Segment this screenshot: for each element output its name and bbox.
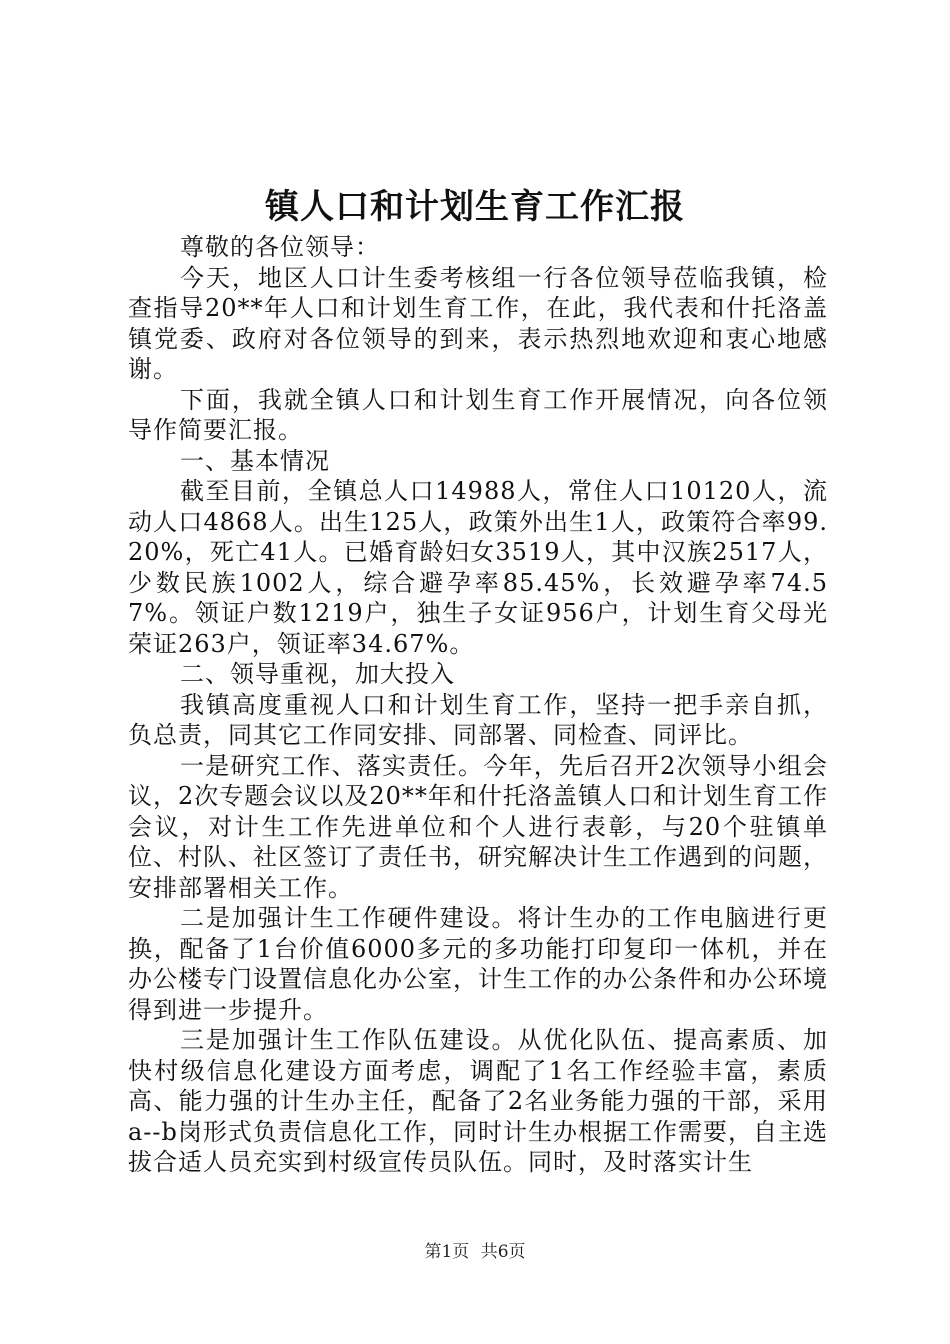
intro-paragraph: 今天，地区人口计生委考核组一行各位领导莅临我镇，检查指导20**年人口和计划生育工作，在此，我代表和什托洛盖镇党委、政府对各位领导的到来，表示热烈地欢迎和衷心地感谢。 <box>128 263 828 383</box>
section-heading-leadership: 二、领导重视，加大投入 <box>180 660 455 688</box>
document-body <box>128 232 828 1178</box>
document-title: 镇人口和计划生育工作汇报 <box>265 187 685 227</box>
page-footer <box>0 1240 950 1264</box>
page-number-current: 第1页 <box>424 1242 470 1262</box>
section-heading-basic: 一、基本情况 <box>180 446 330 475</box>
page-number-total: 共6页 <box>480 1242 526 1262</box>
research-paragraph: 一是研究工作、落实责任。今年，先后召开2次领导小组会议，2次专题会议以及20**年和什托洛盖镇人口和计划生育工作会议，对计生工作先进单位和个人进行表彰，与20个驻镇单位、村队、社区签订了责任书，研究解决计生工作遇到的问题，安排部署相关工作。 <box>128 751 828 902</box>
hardware-paragraph: 二是加强计生工作硬件建设。将计生办的工作电脑进行更换，配备了1台价值6000多元的多功能打印复印一体机，并在办公楼专门设置信息化办公室，计生工作的办公条件和办公环境得到进一步提升。 <box>128 904 828 1024</box>
summary-paragraph: 下面，我就全镇人口和计划生育工作开展情况，向各位领导作简要汇报。 <box>128 385 828 444</box>
statistics-paragraph: 截至目前，全镇总人口14988人，常住人口10120人，流动人口4868人。出生125人，政策外出生1人，政策符合率99.20%，死亡41人。已婚育龄妇女3519人，其中汉族2517人，少数民族1002人，综合避孕率85.45%，长效避孕率74.57%。领证户数1219户，独生子女证956户，计划生育父母光荣证263户，领证率34.67%。 <box>128 477 828 658</box>
salutation-paragraph: 尊敬的各位领导： <box>180 233 380 261</box>
leadership-paragraph: 我镇高度重视人口和计划生育工作，坚持一把手亲自抓，负总责，同其它工作同安排、同部署、同检查、同评比。 <box>128 690 828 749</box>
team-paragraph: 三是加强计生工作队伍建设。从优化队伍、提高素质、加快村级信息化建设方面考虑，调配了1名工作经验丰富，素质高、能力强的计生办主任，配备了2名业务能力强的干部，采用a--b岗形式负责信息化工作，同时计生办根据工作需要，自主选拔合适人员充实到村级宣传员队伍。同时，及时落实计生 <box>128 1026 828 1176</box>
